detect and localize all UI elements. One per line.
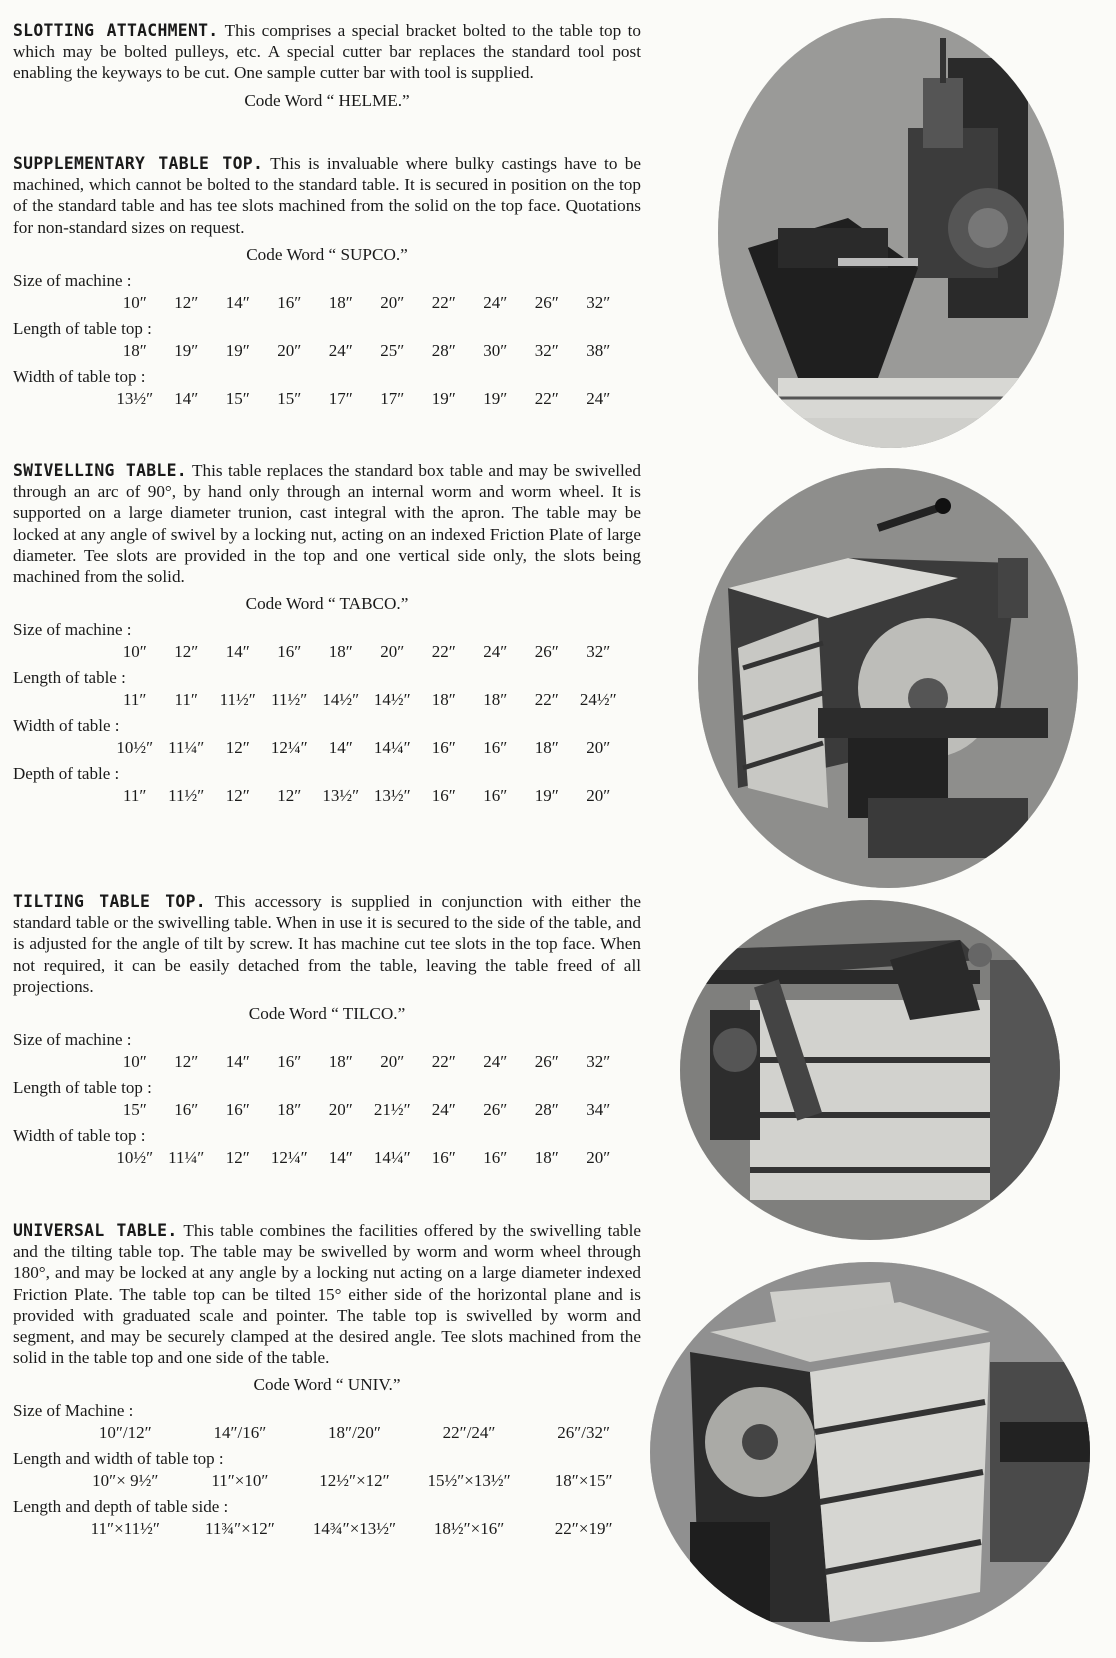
spec-value: 32″ xyxy=(586,292,611,312)
spec-value: 10″× 9½″ xyxy=(92,1471,159,1491)
spec-value: 16″ xyxy=(277,1052,302,1072)
section-body: This is invaluable where bulky castings have to be machined, which cannot be bolted to the standard table. It is secured in position on the top of the standard table and has tee slots machined from the solid on the top face. Quotations for non-standard sizes on request. xyxy=(13,154,641,237)
spec-value: 20″ xyxy=(380,642,405,662)
spec-value: 19″ xyxy=(174,340,199,360)
spec-value: 18″×15″ xyxy=(554,1471,613,1491)
section-body: This comprises a special bracket bolted to the table top to which may be bolted pulleys, etc. A special cutter bar replaces the standard tool post enabling the keyways to be cut. One sample cutter bar with tool is supplied. xyxy=(13,21,641,83)
section-body: This table replaces the standard box table and may be swivelled through an arc of 90°, by hand only through an internal worm and worm wheel. It is supported on a large diameter trunion, cast integral with the apron. The table may be locked at any angle of swivel by a locking nut, acting on an indexed Friction Plate of large diameter. Tee slots are provided in the top and one vertical side only, the slots being machined from the solid. xyxy=(13,461,641,587)
spec-values-row xyxy=(13,738,641,758)
spec-value: 22″ xyxy=(534,690,559,710)
spec-value: 14¼″ xyxy=(373,1148,411,1168)
code-word: Code Word “ SUPCO.” xyxy=(246,244,408,264)
spec-value: 19″ xyxy=(483,388,508,408)
spec-value: 26″ xyxy=(534,1052,559,1072)
spec-value: 18″ xyxy=(328,292,353,312)
spec-value: 16″ xyxy=(431,1148,456,1168)
spec-value: 11½″ xyxy=(219,690,256,710)
section-paragraph xyxy=(13,1220,641,1368)
spec-label: Size of Machine : xyxy=(13,1401,134,1421)
tilting-table-top-photo xyxy=(680,900,1060,1240)
spec-values-row xyxy=(13,1423,641,1443)
spec-value: 12″ xyxy=(174,642,199,662)
section-slotting-attachment xyxy=(13,20,641,111)
spec-value: 16″ xyxy=(225,1100,250,1120)
spec-value: 11¾″×12″ xyxy=(204,1519,275,1539)
spec-value: 12¼″ xyxy=(270,1148,308,1168)
section-universal-table xyxy=(13,1220,641,1539)
spec-value: 24″ xyxy=(431,1100,456,1120)
spec-value: 19″ xyxy=(431,388,456,408)
section-body: This accessory is supplied in conjunction with either the standard table or the swivelling table. When in use it is secured to the side of the table, and is adjusted for the angle of tilt by screw. It has machine cut tee slots in the top face. When not required, it can be easily detached from the table, leaving the table freed of all projections. xyxy=(13,892,641,996)
code-word: Code Word “ TILCO.” xyxy=(248,1004,406,1024)
swivelling-table-photo xyxy=(698,468,1078,888)
spec-values-row xyxy=(13,1471,641,1491)
spec-value: 11½″ xyxy=(168,786,205,806)
spec-value: 26″ xyxy=(534,292,559,312)
spec-value: 32″ xyxy=(586,1052,611,1072)
slotting-machine-illustration xyxy=(718,18,1064,448)
spec-values-row xyxy=(13,1052,641,1072)
spec-value: 13½″ xyxy=(322,786,360,806)
spec-value: 16″ xyxy=(483,738,508,758)
spec-value: 14″ xyxy=(328,738,353,758)
spec-value: 11″ xyxy=(123,786,147,806)
spec-value: 12″ xyxy=(174,1052,199,1072)
spec-value: 15½″×13½″ xyxy=(427,1471,511,1491)
spec-value: 11¼″ xyxy=(168,1148,205,1168)
spec-value: 18″ xyxy=(534,738,559,758)
spec-value: 16″ xyxy=(431,786,456,806)
spec-value: 16″ xyxy=(483,786,508,806)
section-heading: SWIVELLING TABLE. xyxy=(13,461,187,480)
spec-values-row xyxy=(13,690,641,710)
spec-value: 11½″ xyxy=(271,690,308,710)
spec-values-row xyxy=(13,341,641,361)
spec-value: 17″ xyxy=(380,388,405,408)
spec-value: 15″ xyxy=(277,388,302,408)
spec-value: 18″ xyxy=(534,1148,559,1168)
spec-value: 19″ xyxy=(225,340,250,360)
spec-label: Size of machine : xyxy=(13,1030,132,1050)
spec-value: 22″ xyxy=(431,292,456,312)
spec-value: 20″ xyxy=(586,1148,611,1168)
spec-value: 19″ xyxy=(534,786,559,806)
spec-value: 16″ xyxy=(483,1148,508,1168)
spec-value: 10½″ xyxy=(116,1148,154,1168)
slotting-attachment-photo xyxy=(718,18,1064,448)
spec-value: 28″ xyxy=(534,1100,559,1120)
spec-value: 24″ xyxy=(483,1052,508,1072)
spec-value: 14″ xyxy=(174,388,199,408)
spec-values-row xyxy=(13,786,641,806)
spec-values-row xyxy=(13,1519,641,1539)
code-word: Code Word “ UNIV.” xyxy=(253,1375,401,1395)
code-word: Code Word “ TABCO.” xyxy=(245,594,409,614)
spec-value: 12½″×12″ xyxy=(319,1471,390,1491)
spec-value: 16″ xyxy=(174,1100,199,1120)
spec-value: 13½″ xyxy=(116,388,154,408)
section-tilting-table-top xyxy=(13,891,641,1168)
spec-value: 14″ xyxy=(225,292,250,312)
spec-value: 28″ xyxy=(431,340,456,360)
spec-value: 14¼″ xyxy=(373,738,411,758)
spec-value: 16″ xyxy=(277,292,302,312)
spec-value: 20″ xyxy=(380,292,405,312)
spec-value: 26″/32″ xyxy=(557,1423,611,1443)
spec-label: Length of table top : xyxy=(13,1078,152,1098)
spec-values-row xyxy=(13,389,641,409)
spec-value: 22″ xyxy=(431,642,456,662)
spec-value: 18″ xyxy=(277,1100,302,1120)
section-supplementary-table-top xyxy=(13,153,641,409)
spec-label: Width of table : xyxy=(13,716,120,736)
spec-value: 18″ xyxy=(431,690,456,710)
spec-label: Size of machine : xyxy=(13,270,132,290)
spec-value: 11″×11½″ xyxy=(90,1519,160,1539)
spec-value: 24″ xyxy=(483,292,508,312)
universal-table-photo xyxy=(650,1262,1090,1642)
spec-value: 14″ xyxy=(328,1148,353,1168)
spec-value: 14½″ xyxy=(322,690,360,710)
spec-label: Depth of table : xyxy=(13,764,120,784)
spec-value: 14″ xyxy=(225,642,250,662)
section-heading: SUPPLEMENTARY TABLE TOP. xyxy=(13,154,264,173)
spec-value: 18″ xyxy=(483,690,508,710)
spec-value: 16″ xyxy=(431,738,456,758)
spec-value: 10½″ xyxy=(116,738,154,758)
spec-value: 24″ xyxy=(328,340,353,360)
spec-value: 15″ xyxy=(225,388,250,408)
spec-value: 18″ xyxy=(328,642,353,662)
spec-value: 12″ xyxy=(225,1148,250,1168)
section-paragraph xyxy=(13,153,641,238)
spec-value: 25″ xyxy=(380,340,405,360)
spec-label: Size of machine : xyxy=(13,620,132,640)
spec-value: 17″ xyxy=(328,388,353,408)
spec-value: 20″ xyxy=(586,786,611,806)
spec-value: 26″ xyxy=(483,1100,508,1120)
section-swivelling-table xyxy=(13,460,641,806)
spec-value: 38″ xyxy=(586,340,611,360)
spec-value: 26″ xyxy=(534,642,559,662)
spec-value: 18″/20″ xyxy=(328,1423,381,1443)
spec-value: 21½″ xyxy=(373,1100,411,1120)
spec-value: 22″ xyxy=(431,1052,456,1072)
spec-value: 10″/12″ xyxy=(98,1423,152,1443)
spec-value: 13½″ xyxy=(373,786,411,806)
spec-value: 12″ xyxy=(174,292,199,312)
spec-values-row xyxy=(13,1148,641,1168)
section-heading: SLOTTING ATTACHMENT. xyxy=(13,21,219,40)
spec-label: Length of table top : xyxy=(13,318,152,338)
section-heading: UNIVERSAL TABLE. xyxy=(13,1221,178,1240)
spec-values-row xyxy=(13,293,641,313)
spec-value: 18″ xyxy=(328,1052,353,1072)
spec-value: 34″ xyxy=(586,1100,611,1120)
spec-value: 20″ xyxy=(277,340,302,360)
section-paragraph xyxy=(13,20,641,84)
section-body: This table combines the facilities offered by the swivelling table and the tilting table top. The table may be swivelled by worm and worm wheel through 180°, and may be locked at any angle by a locking nut acting on a large diameter indexed Friction Plate. The table top can be tilted 15° either side of the horizontal plane and is provided with graduated scale and pointer. The table top is swivelled by worm and segment, and may be securely clamped at the desired angle. Tee slots machined from the solid in the table top and one side of the table. xyxy=(13,1221,641,1368)
spec-value: 15″ xyxy=(122,1100,147,1120)
spec-value: 14″ xyxy=(225,1052,250,1072)
universal-table-illustration xyxy=(650,1262,1090,1642)
spec-label: Width of table top : xyxy=(13,366,146,386)
spec-value: 10″ xyxy=(122,292,147,312)
spec-value: 11″ xyxy=(123,690,147,710)
spec-value: 12″ xyxy=(225,738,250,758)
spec-label: Width of table top : xyxy=(13,1126,146,1146)
spec-value: 22″/24″ xyxy=(442,1423,496,1443)
swivelling-table-illustration xyxy=(698,468,1078,888)
spec-value: 11¼″ xyxy=(168,738,205,758)
spec-value: 32″ xyxy=(534,340,559,360)
spec-value: 24″ xyxy=(586,388,611,408)
code-word: Code Word “ HELME.” xyxy=(244,90,410,110)
spec-value: 11″×10″ xyxy=(211,1471,269,1491)
spec-value: 14¾″×13½″ xyxy=(312,1519,397,1539)
spec-value: 24″ xyxy=(483,642,508,662)
spec-value: 18″ xyxy=(122,340,147,360)
spec-values-row xyxy=(13,642,641,662)
spec-value: 32″ xyxy=(586,642,611,662)
spec-value: 30″ xyxy=(483,340,508,360)
spec-value: 18½″×16″ xyxy=(433,1519,505,1539)
spec-value: 20″ xyxy=(586,738,611,758)
section-paragraph xyxy=(13,460,641,587)
section-paragraph xyxy=(13,891,641,997)
spec-value: 20″ xyxy=(380,1052,405,1072)
spec-value: 12″ xyxy=(225,786,250,806)
spec-value: 22″ xyxy=(534,388,559,408)
spec-label: Length and width of table top : xyxy=(13,1449,224,1469)
spec-value: 11″ xyxy=(174,690,198,710)
spec-value: 24½″ xyxy=(579,690,617,710)
spec-value: 12″ xyxy=(277,786,302,806)
spec-values-row xyxy=(13,1100,641,1120)
spec-value: 16″ xyxy=(277,642,302,662)
spec-label: Length and depth of table side : xyxy=(13,1497,229,1517)
spec-value: 10″ xyxy=(122,1052,147,1072)
spec-value: 12¼″ xyxy=(270,738,308,758)
spec-value: 22″×19″ xyxy=(554,1519,613,1539)
spec-label: Length of table : xyxy=(13,668,126,688)
spec-value: 14½″ xyxy=(373,690,411,710)
spec-value: 20″ xyxy=(328,1100,353,1120)
tilting-table-illustration xyxy=(680,900,1060,1240)
spec-value: 10″ xyxy=(122,642,147,662)
section-heading: TILTING TABLE TOP. xyxy=(13,892,206,911)
spec-value: 14″/16″ xyxy=(213,1423,267,1443)
